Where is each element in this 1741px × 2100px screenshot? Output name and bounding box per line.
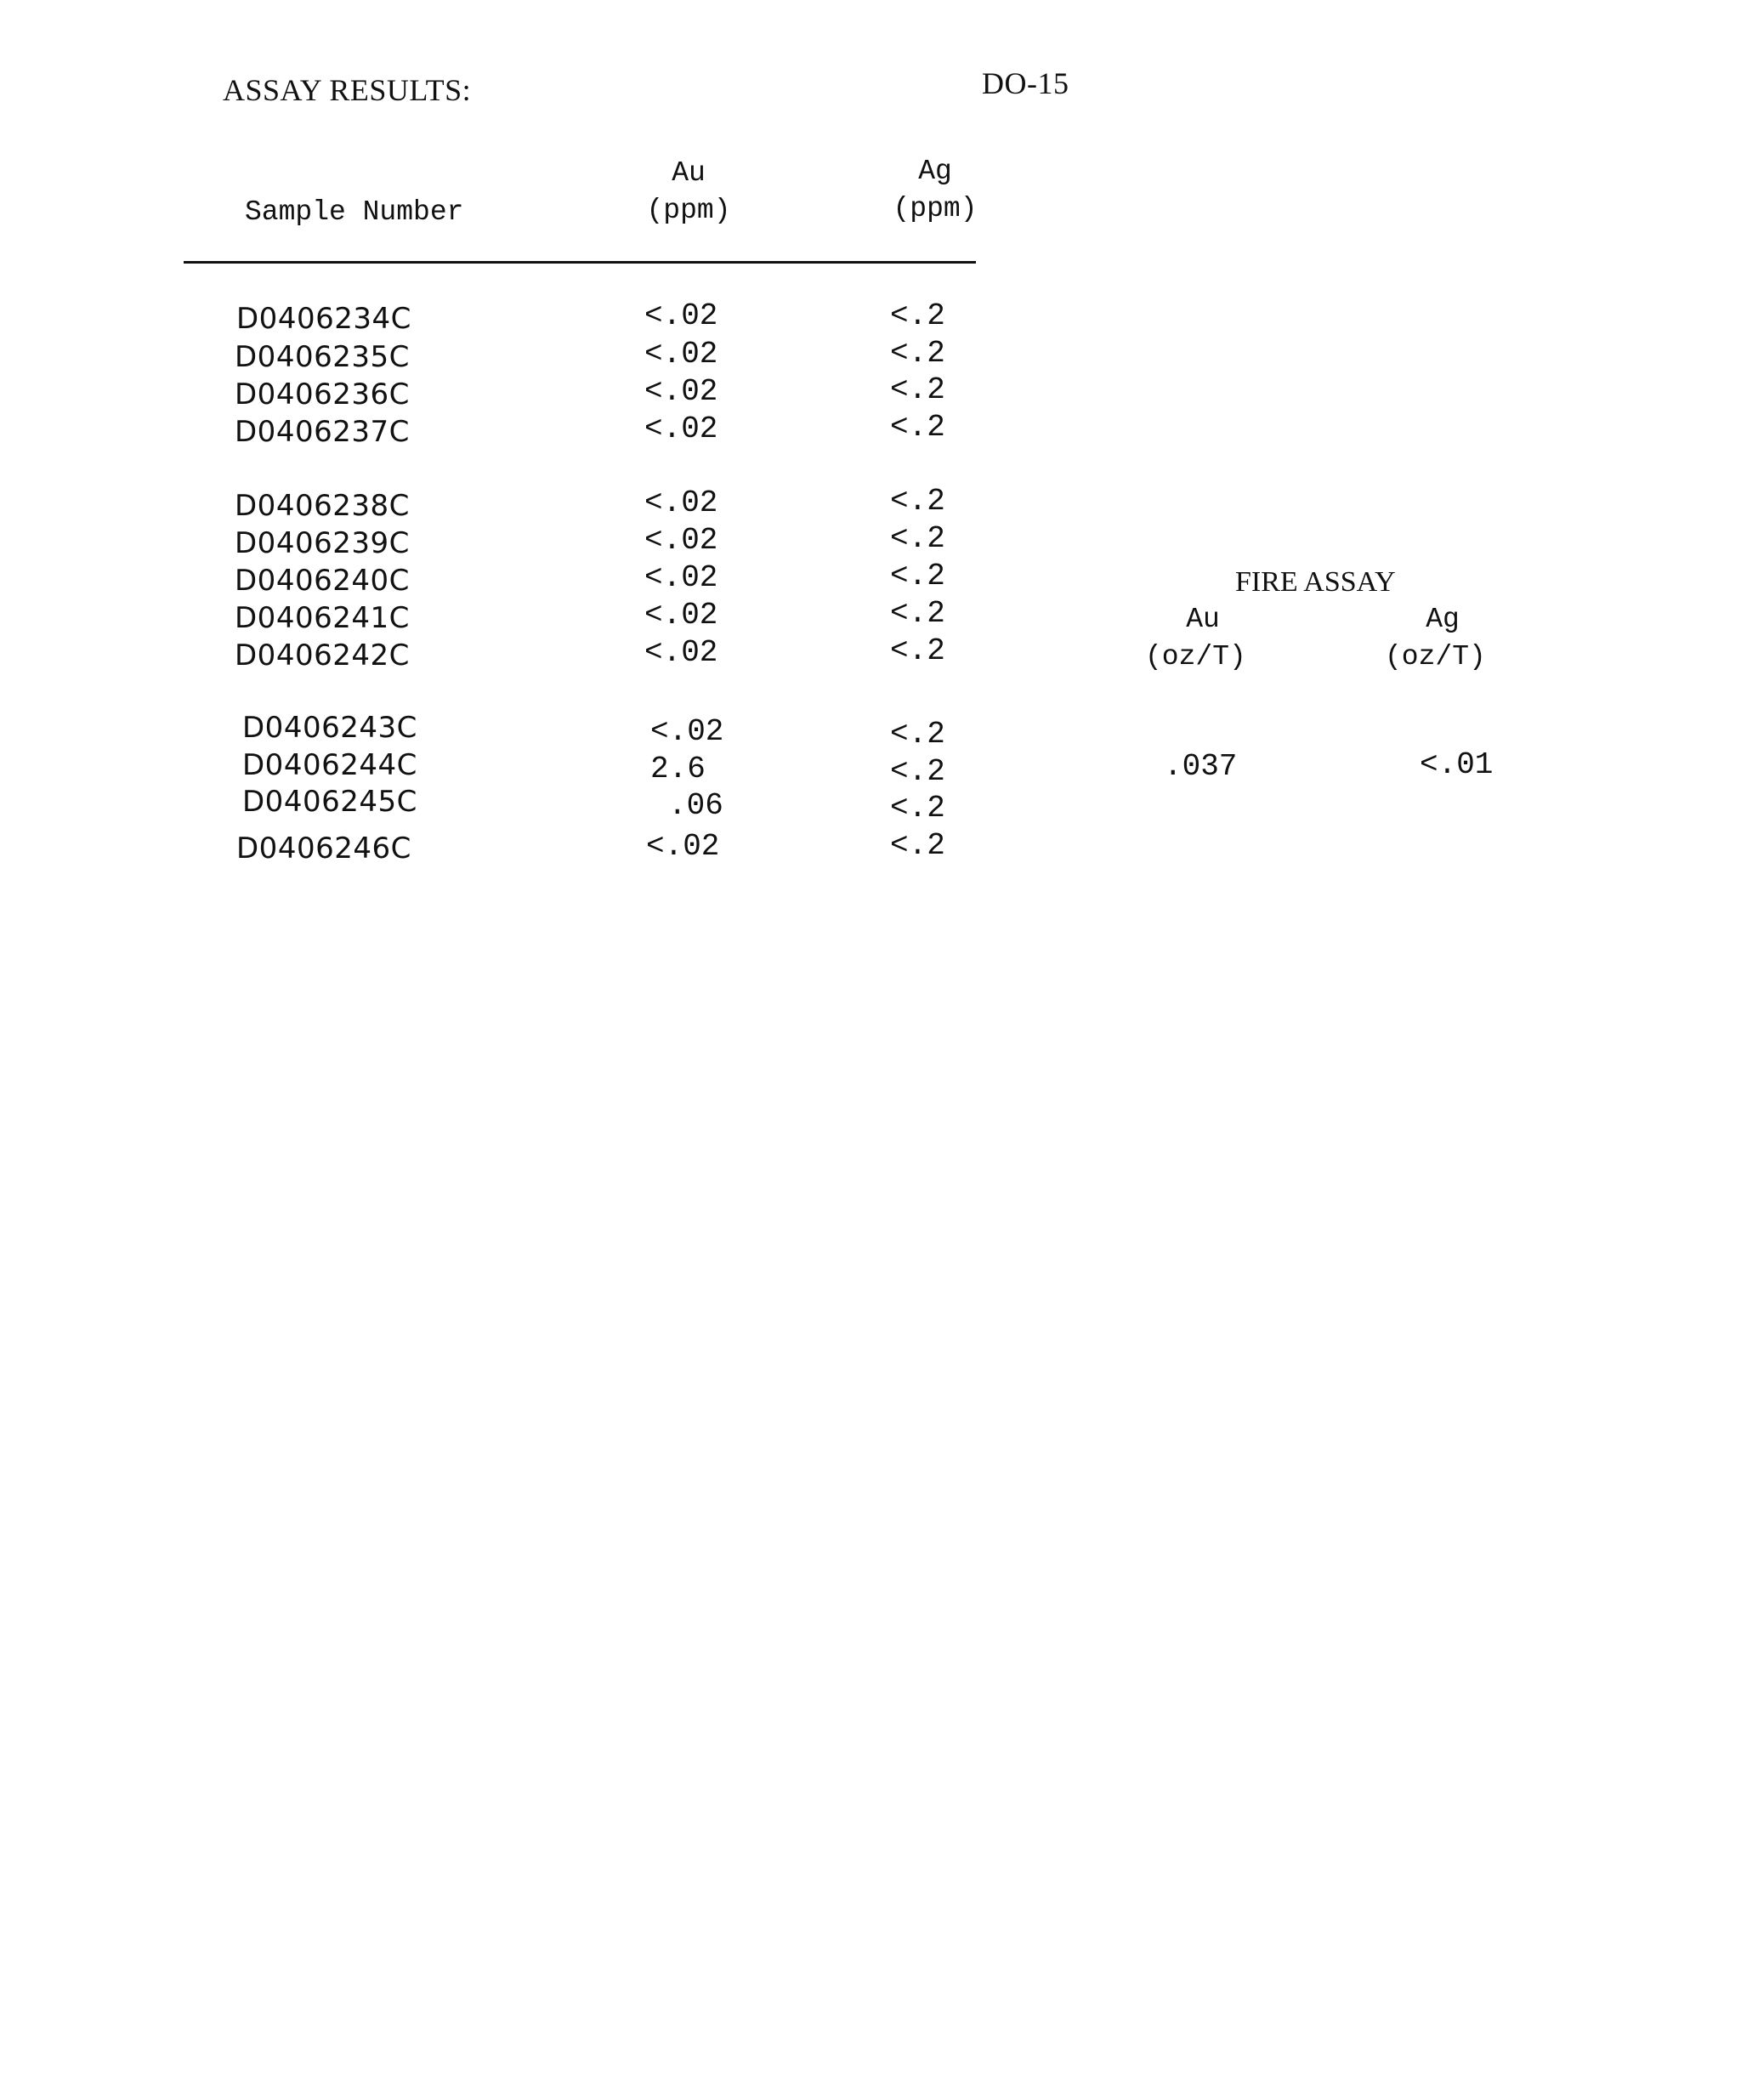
au-ppm-cell: <.02 xyxy=(644,374,718,409)
fire-assay-ag-header-element: Ag xyxy=(1426,604,1460,635)
sample-number-cell: D0406235C xyxy=(235,340,410,374)
sample-number-cell: D0406243C xyxy=(242,711,417,745)
au-ppm-cell: <.02 xyxy=(644,411,718,446)
fire-assay-title: FIRE ASSAY xyxy=(1235,566,1396,598)
au-ppm-cell: <.02 xyxy=(644,485,718,520)
document-id: DO-15 xyxy=(982,66,1069,100)
au-ppm-cell: <.02 xyxy=(644,635,718,670)
sample-number-cell: D0406242C xyxy=(235,639,410,673)
ag-ppm-cell: <.2 xyxy=(890,559,945,593)
sample-number-cell: D0406239C xyxy=(235,526,410,560)
page-title: ASSAY RESULTS: xyxy=(223,73,472,107)
au-ppm-cell: <.02 xyxy=(646,829,720,864)
ag-ppm-cell: <.2 xyxy=(890,791,945,826)
au-ppm-cell: <.02 xyxy=(644,337,718,372)
sample-number-header: Sample Number xyxy=(245,196,464,228)
ag-ppm-cell: <.2 xyxy=(890,410,945,445)
sample-number-cell: D0406241C xyxy=(235,601,410,635)
header-divider xyxy=(184,261,976,264)
au-ppm-cell: <.02 xyxy=(644,298,718,333)
sample-number-cell: D0406246C xyxy=(236,831,411,866)
fire-assay-au-value: .037 xyxy=(1164,749,1238,784)
sample-number-cell: D0406244C xyxy=(242,748,417,782)
ag-ppm-cell: <.2 xyxy=(890,828,945,863)
fire-assay-au-header-unit: (oz/T) xyxy=(1145,641,1246,673)
au-ppm-cell: <.02 xyxy=(644,598,718,633)
sample-number-cell: D0406240C xyxy=(235,564,410,598)
ag-ppm-cell: <.2 xyxy=(890,298,945,333)
sample-number-cell: D0406234C xyxy=(236,302,411,336)
fire-assay-ag-header-unit: (oz/T) xyxy=(1385,641,1486,673)
ag-ppm-cell: <.2 xyxy=(890,717,945,752)
ag-ppm-cell: <.2 xyxy=(890,596,945,631)
sample-number-cell: D0406245C xyxy=(242,785,417,819)
au-ppm-header-unit: (ppm) xyxy=(646,195,731,226)
sample-number-cell: D0406236C xyxy=(235,377,410,411)
ag-ppm-header-unit: (ppm) xyxy=(893,193,978,224)
ag-ppm-cell: <.2 xyxy=(890,484,945,519)
au-ppm-cell: <.02 xyxy=(644,523,718,558)
fire-assay-au-header-element: Au xyxy=(1186,604,1220,635)
au-ppm-cell: <.02 xyxy=(650,714,724,749)
ag-ppm-cell: <.2 xyxy=(890,336,945,371)
sample-number-cell: D0406238C xyxy=(235,489,410,523)
au-ppm-cell: .06 xyxy=(668,788,723,823)
ag-ppm-cell: <.2 xyxy=(890,372,945,407)
au-ppm-header-element: Au xyxy=(672,157,706,189)
fire-assay-ag-value: <.01 xyxy=(1420,747,1494,782)
sample-number-cell: D0406237C xyxy=(235,415,410,449)
au-ppm-cell: <.02 xyxy=(644,560,718,595)
ag-ppm-cell: <.2 xyxy=(890,633,945,668)
ag-ppm-header-element: Ag xyxy=(918,156,952,187)
au-ppm-cell: 2.6 xyxy=(650,752,706,786)
ag-ppm-cell: <.2 xyxy=(890,521,945,556)
ag-ppm-cell: <.2 xyxy=(890,754,945,789)
